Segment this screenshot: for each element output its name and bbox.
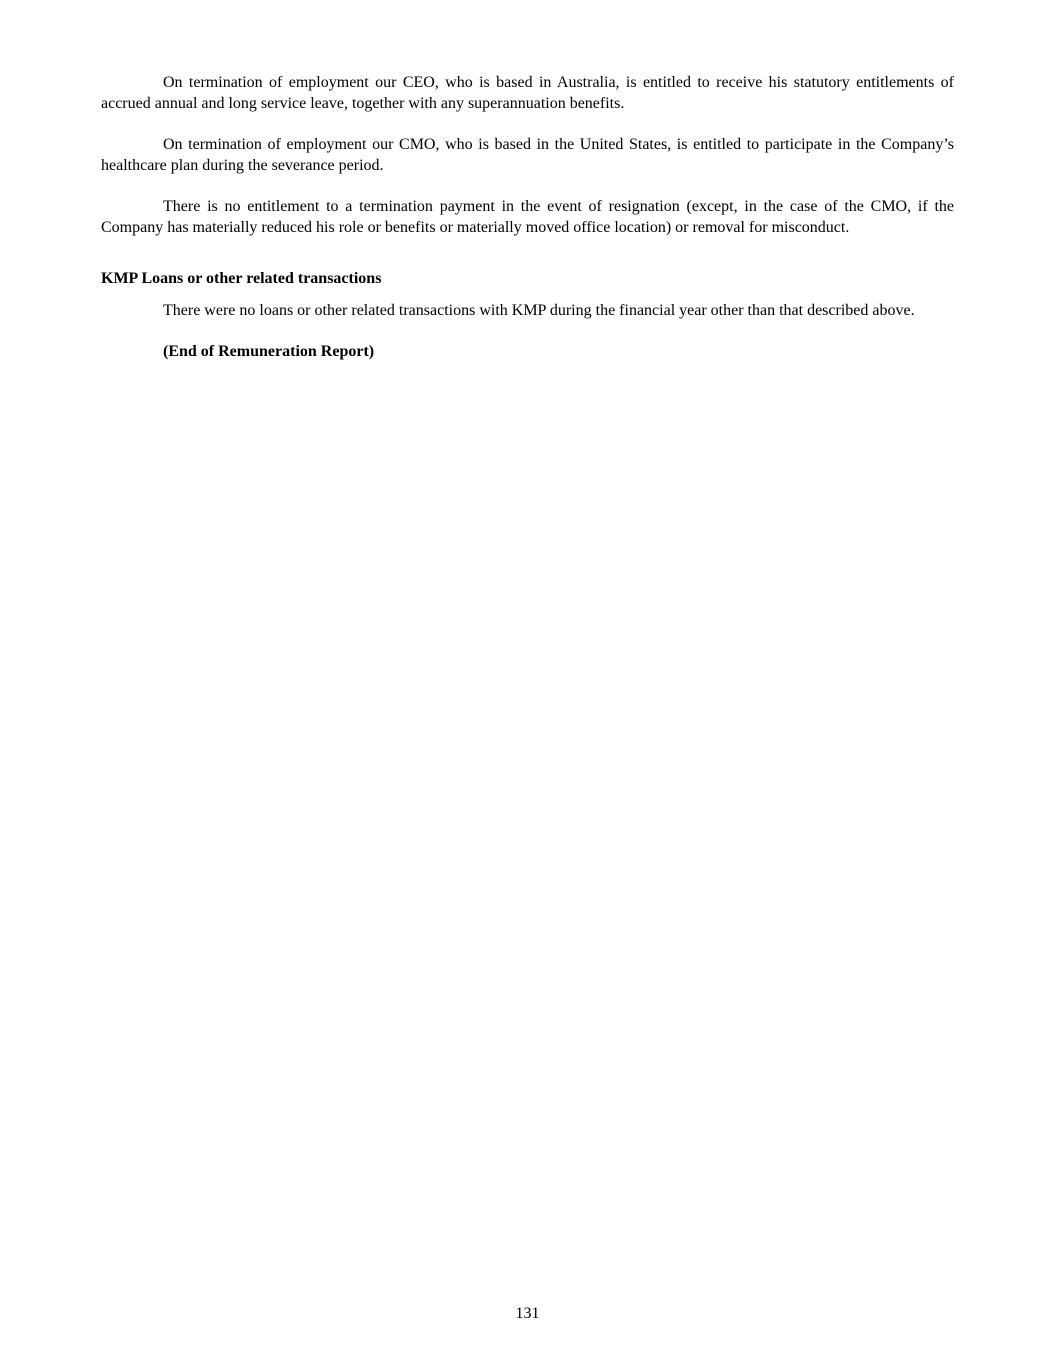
section-heading-kmp-loans: KMP Loans or other related transactions [101, 270, 382, 287]
document-page [101, 72, 954, 362]
paragraph-cmo-termination: On termination of employment our CMO, who is based in the United States, is entitled to participate in the Company’s healthcare plan during the severance period. [101, 136, 954, 174]
paragraph-ceo-termination: On termination of employment our CEO, who is based in Australia, is entitled to receive his statutory entitlements of accrued annual and long service leave, together with any superannuation benefits. [101, 74, 954, 112]
page-number: 131 [515, 1305, 540, 1322]
end-of-report-note: (End of Remuneration Report) [163, 343, 375, 360]
paragraph-resignation: There is no entitlement to a termination payment in the event of resignation (except, in the case of the CMO, if the Company has materially reduced his role or benefits or materially moved office location) or removal for misconduct. [101, 198, 954, 236]
paragraph-kmp-loans: There were no loans or other related transactions with KMP during the financial year other than that described above. [163, 302, 915, 319]
